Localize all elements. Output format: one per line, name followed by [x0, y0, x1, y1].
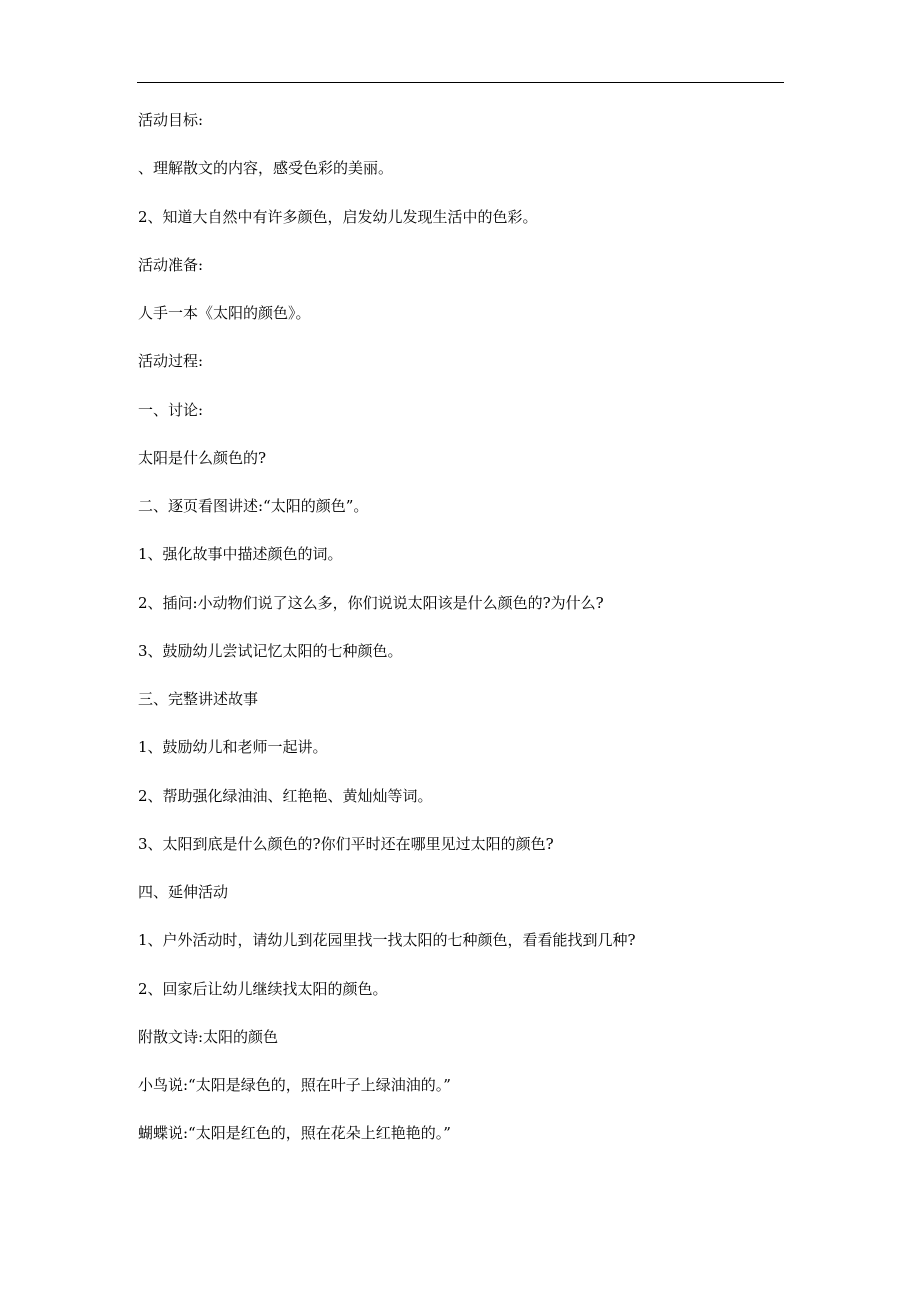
poem-line-butterfly: 蝴蝶说:“太阳是红色的，照在花朵上红艳艳的。” — [138, 1124, 451, 1143]
story-item-3: 3、太阳到底是什么颜色的?你们平时还在哪里见过太阳的颜色? — [138, 834, 554, 853]
step-heading-discussion: 一、讨论: — [138, 400, 204, 419]
narration-item-3: 3、鼓励幼儿尝试记忆太阳的七种颜色。 — [138, 641, 403, 660]
preparation-item: 人手一本《太阳的颜色》。 — [138, 304, 311, 322]
header-rule — [137, 82, 784, 83]
goal-item-2: 2、知道大自然中有许多颜色，启发幼儿发现生活中的色彩。 — [138, 207, 538, 226]
appendix-poem-title: 附散文诗:太阳的颜色 — [138, 1027, 279, 1046]
extension-item-2: 2、回家后让幼儿继续找太阳的颜色。 — [138, 979, 388, 998]
document-body — [138, 112, 784, 1174]
section-heading-process: 活动过程: — [138, 352, 204, 371]
story-item-2: 2、帮助强化绿油油、红艳艳、黄灿灿等词。 — [138, 786, 433, 805]
narration-item-1: 1、强化故事中描述颜色的词。 — [138, 545, 343, 564]
story-item-1: 1、鼓励幼儿和老师一起讲。 — [138, 738, 328, 757]
section-heading-goals: 活动目标: — [138, 111, 204, 129]
step-heading-extension: 四、延伸活动 — [138, 883, 229, 901]
extension-item-1: 1、户外活动时，请幼儿到花园里找一找太阳的七种颜色，看看能找到几种? — [138, 931, 636, 950]
section-heading-preparation: 活动准备: — [138, 255, 204, 274]
goal-item-1: 、理解散文的内容，感受色彩的美丽。 — [138, 159, 394, 178]
step-heading-picture-narration: 二、逐页看图讲述:“太阳的颜色”。 — [138, 497, 369, 515]
step-heading-full-story: 三、完整讲述故事 — [138, 690, 259, 708]
poem-line-bird: 小鸟说:“太阳是绿色的，照在叶子上绿油油的。” — [138, 1076, 451, 1094]
discussion-question: 太阳是什么颜色的? — [138, 448, 267, 467]
narration-item-2: 2、插问:小动物们说了这么多，你们说说太阳该是什么颜色的?为什么? — [138, 593, 604, 612]
